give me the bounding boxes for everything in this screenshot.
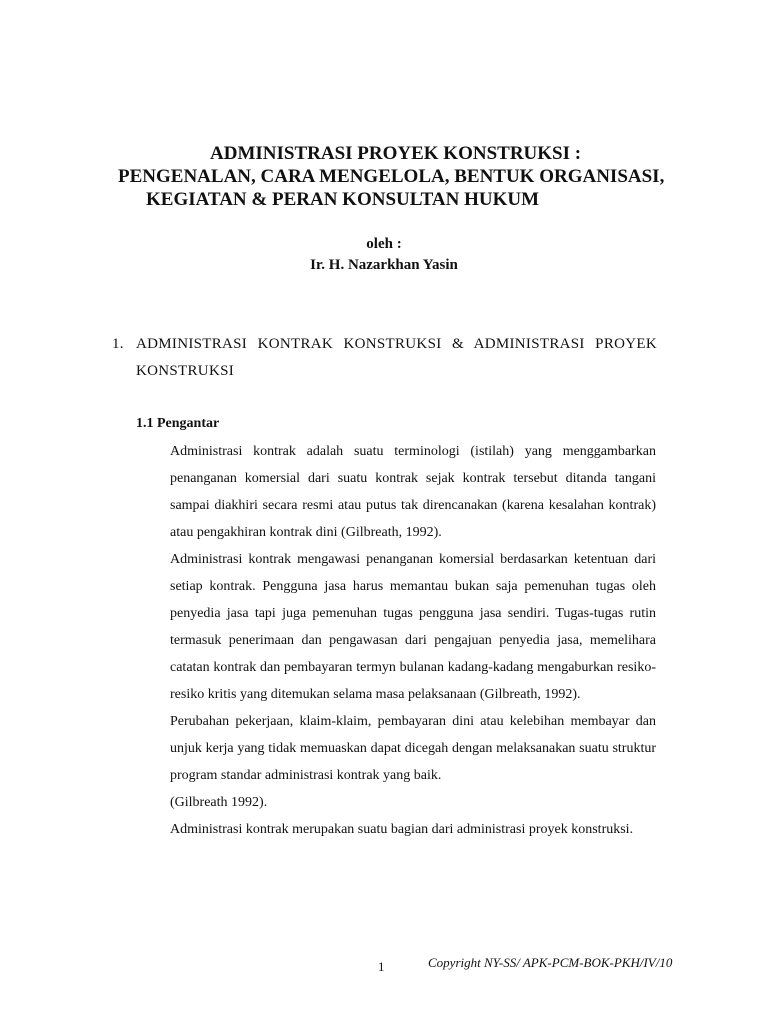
section-title: ADMINISTRASI KONTRAK KONSTRUKSI & ADMINISTRASI PROYEK KONSTRUKSI — [136, 336, 657, 379]
byline-label: oleh : — [366, 236, 402, 252]
section-heading — [112, 331, 657, 385]
title-line-3: KEGIATAN & PERAN KONSULTAN HUKUM — [146, 189, 540, 210]
paragraph: Perubahan pekerjaan, klaim-klaim, pembayaran dini atau kelebihan membayar dan unjuk kerja yang tidak memuaskan dapat dicegah dengan melaksanakan suatu struktur program standar administrasi kontrak yang baik. — [170, 714, 656, 783]
copyright-notice: Copyright NY-SS/ APK-PCM-BOK-PKH/IV/10 — [428, 955, 673, 970]
subsection-title: 1.1 Pengantar — [136, 416, 220, 431]
author-name: Ir. H. Nazarkhan Yasin — [310, 257, 458, 273]
paragraph: (Gilbreath 1992). — [170, 795, 268, 810]
paragraph: Administrasi kontrak merupakan suatu bagian dari administrasi proyek konstruksi. — [170, 822, 634, 837]
section-number: 1. — [112, 336, 124, 352]
paragraph: Administrasi kontrak adalah suatu terminologi (istilah) yang menggambarkan penanganan komersial dari suatu kontrak sejak kontrak tersebut ditanda tangani sampai diakhiri secara resmi atau putus tak direncanakan (karena kesalahan kontrak) atau pengakhiran kontrak dini (Gilbreath, 1992). — [170, 444, 656, 540]
body-text — [170, 438, 656, 843]
paragraph: Administrasi kontrak mengawasi penanganan komersial berdasarkan ketentuan dari setiap kontrak. Pengguna jasa harus memantau bukan saja pemenuhan tugas oleh penyedia jasa tapi juga pemenuhan tugas pengguna jasa sendiri. Tugas-tugas rutin termasuk penerimaan dan pengawasan dari pengajuan penyedia jasa, memelihara catatan kontrak dan pembayaran termyn bulanan kadang-kadang mengaburkan resiko-resiko kritis yang ditemukan selama masa pelaksanaan (Gilbreath, 1992). — [170, 552, 656, 702]
title-line-1: ADMINISTRASI PROYEK KONSTRUKSI : — [210, 143, 582, 164]
page-number: 1 — [378, 959, 385, 974]
title-line-2: PENGENALAN, CARA MENGELOLA, BENTUK ORGANISASI, — [118, 166, 665, 187]
